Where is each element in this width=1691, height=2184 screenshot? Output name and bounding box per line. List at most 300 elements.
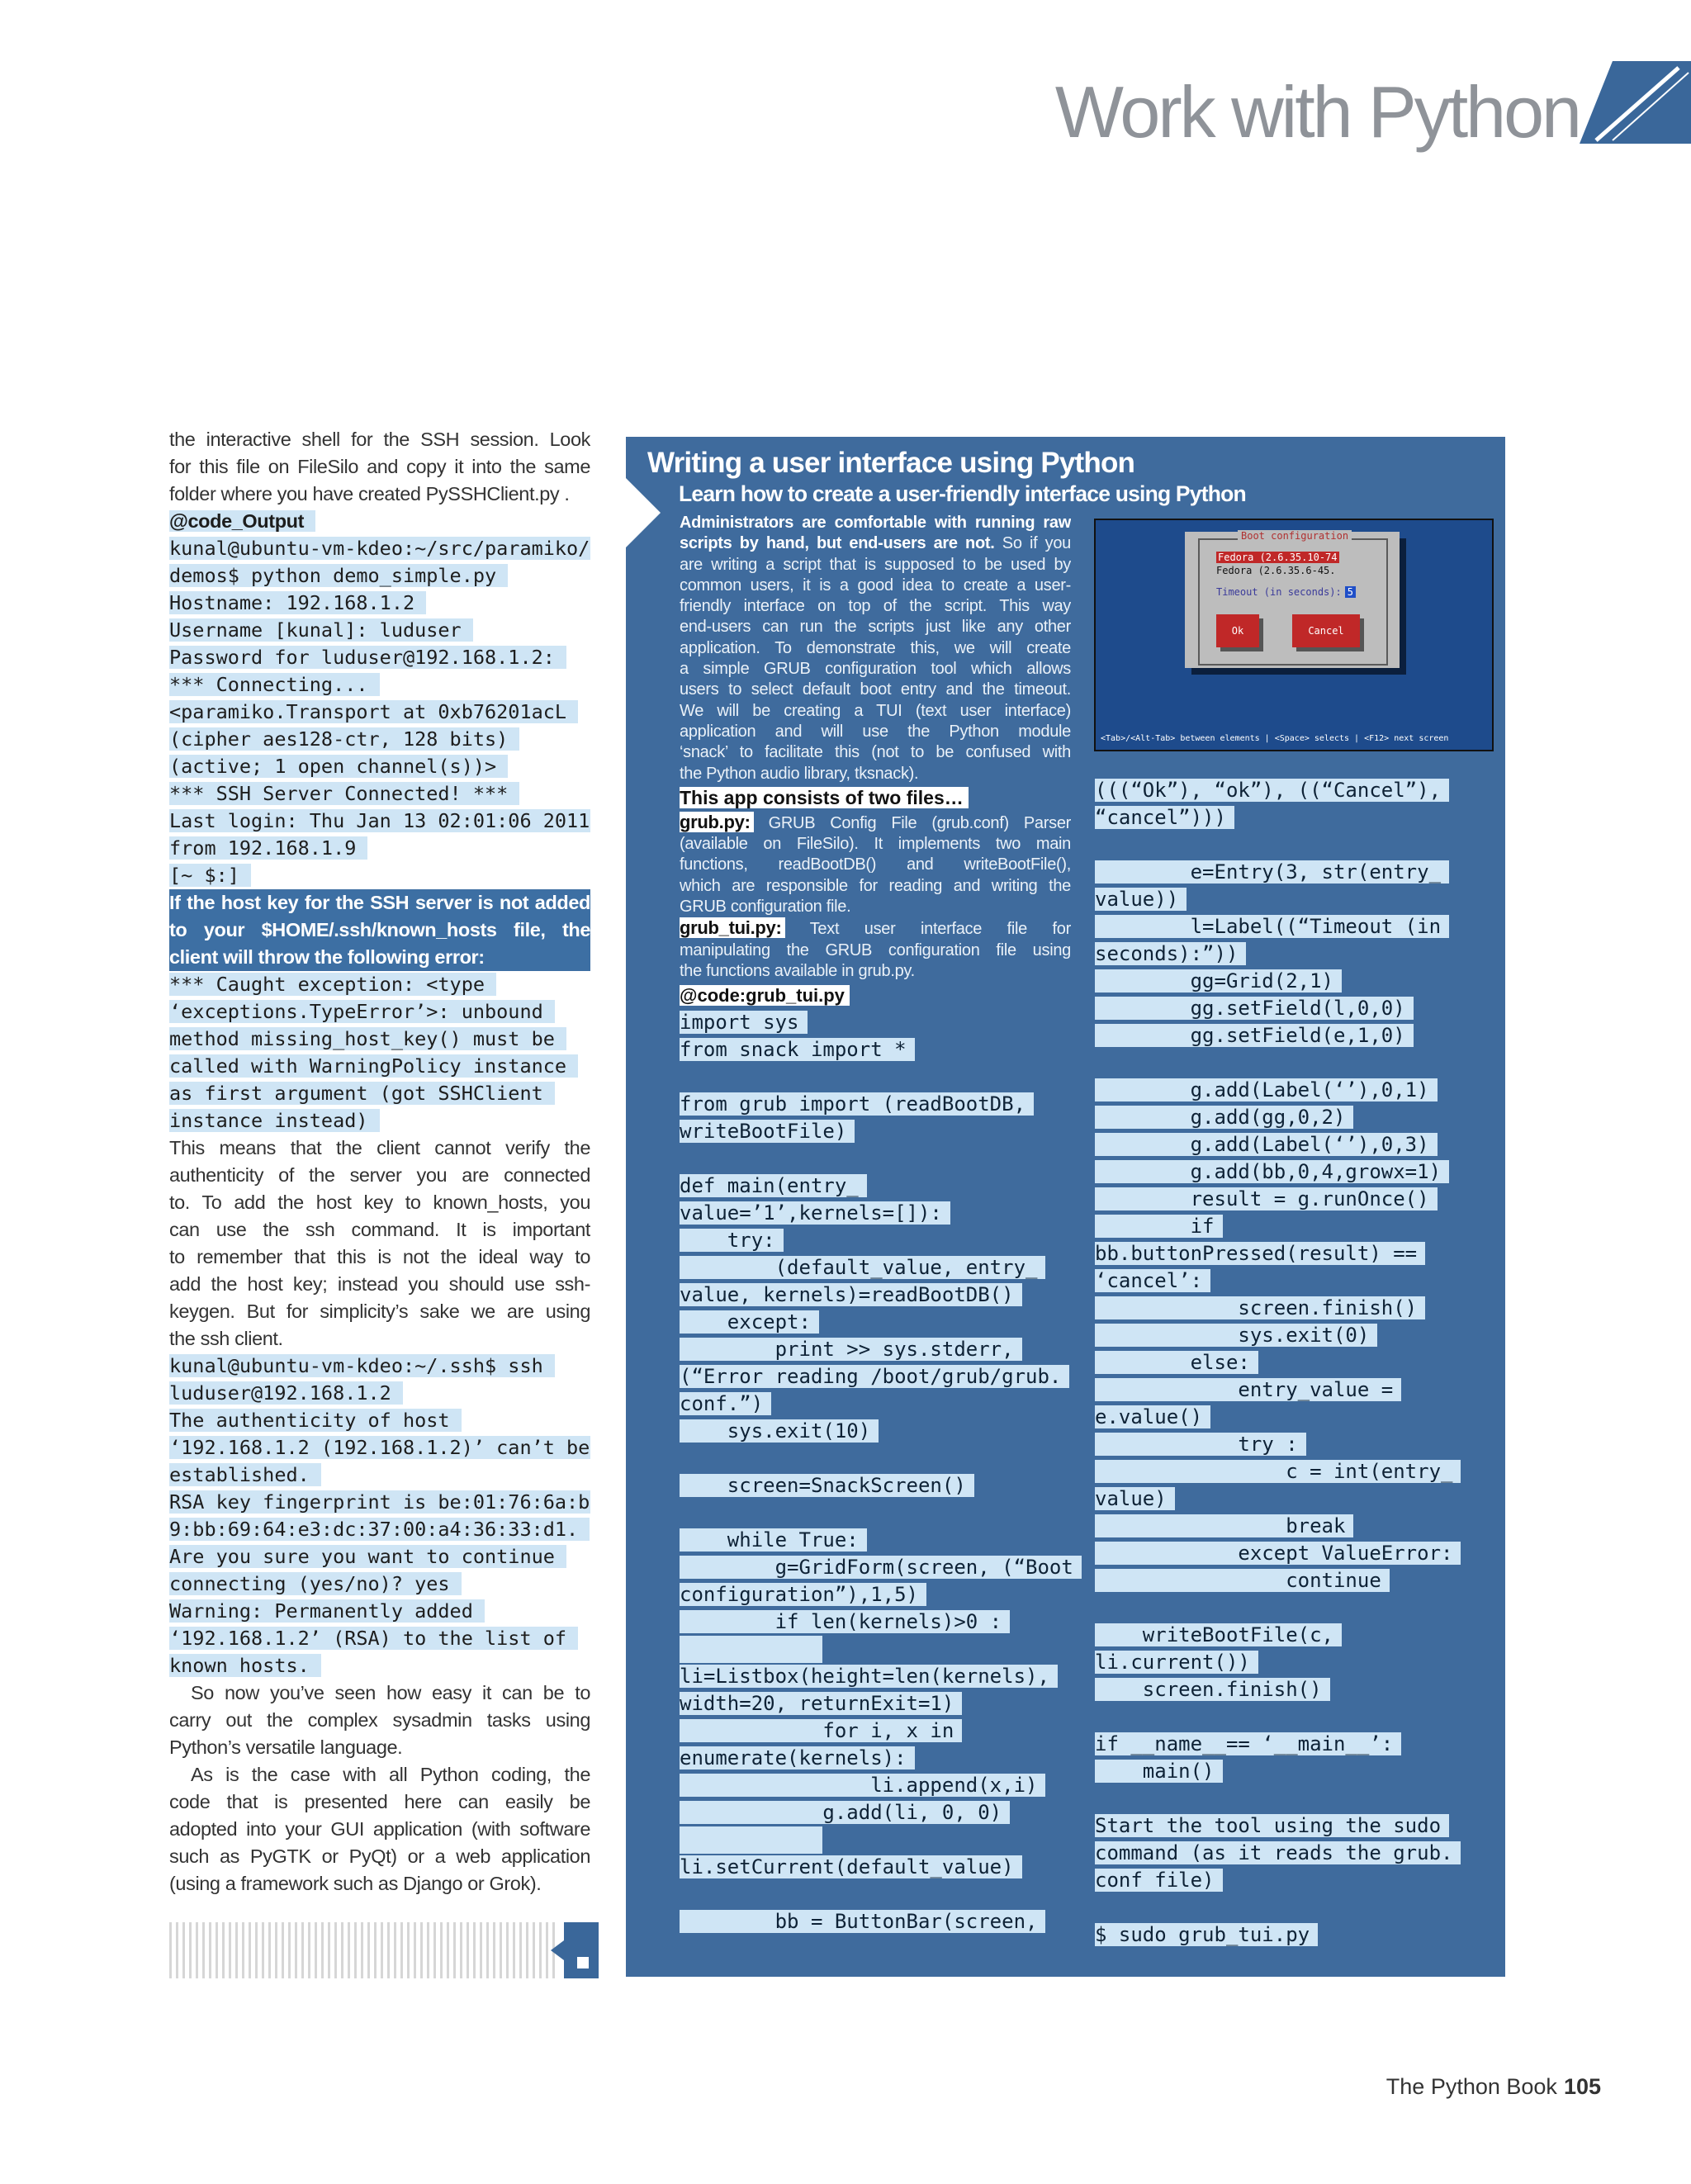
stripe <box>407 1922 410 1978</box>
code-text: <paramiko.Transport at 0xb76201acL <box>169 700 578 723</box>
code-text: Are you sure you want to continue <box>169 1545 566 1568</box>
code-line <box>169 726 590 753</box>
text: keygen. But for simplicity’s sake we are using <box>169 1300 590 1322</box>
code-text: conf.”) <box>680 1392 771 1415</box>
intro-text: a simple GRUB configuration tool which allows <box>680 660 1071 679</box>
code-line <box>169 1543 590 1570</box>
code-text: gg=Grid(2,1) <box>1095 969 1342 993</box>
boxout-title: Writing a user interface using Python <box>647 447 1135 479</box>
code-text: value) <box>1095 1487 1175 1510</box>
code-text: enumerate(kernels): <box>680 1746 915 1769</box>
body-text-line <box>169 1816 590 1843</box>
code-text: (default_value, entry_ <box>680 1256 1045 1279</box>
code-text: seconds):”)) <box>1095 942 1246 965</box>
code-text: g.add(gg,0,2) <box>1095 1106 1353 1129</box>
code-line <box>680 1390 1071 1418</box>
intro-line <box>680 576 1071 596</box>
code-text: while True: <box>680 1528 867 1552</box>
stripe <box>467 1922 469 1978</box>
file-desc-line <box>680 961 1071 982</box>
code-line <box>1095 1894 1485 1921</box>
text: @code_Output <box>169 510 315 532</box>
code-text: main() <box>1095 1760 1223 1783</box>
stripe <box>216 1922 218 1978</box>
code-line <box>1095 1567 1485 1594</box>
code-text: command (as it reads the grub. <box>1095 1841 1461 1864</box>
stripe <box>394 1922 396 1978</box>
stripe <box>182 1922 185 1978</box>
stripe <box>176 1922 178 1978</box>
code-line <box>680 1118 1071 1145</box>
stripe <box>381 1922 383 1978</box>
code-text: value)) <box>1095 888 1187 911</box>
code-line <box>1095 1867 1485 1894</box>
code-text: (active; 1 open channel(s))> <box>169 755 508 778</box>
code-text: li.current()) <box>1095 1651 1258 1674</box>
code-line <box>169 1407 590 1434</box>
stripe <box>440 1922 443 1978</box>
code-line <box>169 1434 590 1462</box>
code-line <box>680 1826 1071 1854</box>
code-line <box>169 1625 590 1652</box>
code-line <box>169 562 590 590</box>
body-text-line <box>169 1216 590 1244</box>
code-text: except ValueError: <box>1095 1542 1461 1565</box>
cancel-button: Cancel <box>1292 614 1360 647</box>
intro-line <box>680 764 1071 784</box>
code-text: from grub import (readBootDB, <box>680 1092 1034 1116</box>
code-line <box>680 1200 1071 1227</box>
code-line <box>1095 1267 1485 1295</box>
stripe <box>242 1922 244 1978</box>
code-line <box>1095 1594 1485 1622</box>
body-text-line <box>169 508 590 535</box>
code-line <box>169 998 590 1026</box>
code-line <box>680 1881 1071 1908</box>
body-text-line <box>169 1162 590 1189</box>
stripe <box>321 1922 324 1978</box>
code-text <box>680 1826 822 1854</box>
code-line <box>1095 777 1485 804</box>
code-text: connecting (yes/no)? yes <box>169 1572 462 1595</box>
code-text: from 192.168.1.9 <box>169 836 367 860</box>
code-text: luduser@192.168.1.2 <box>169 1381 403 1405</box>
code-line <box>680 1690 1071 1717</box>
body-text-line <box>169 1707 590 1734</box>
code-line <box>1095 1921 1485 1949</box>
code-line <box>169 1080 590 1107</box>
intro-line <box>680 617 1071 637</box>
code-line <box>169 862 590 889</box>
stripe <box>354 1922 357 1978</box>
code-line <box>1095 886 1485 913</box>
kernel-entry: Fedora (2.6.35.6-45. <box>1216 565 1336 576</box>
code-line <box>169 590 590 617</box>
file-desc-line <box>680 876 1071 897</box>
stripe <box>433 1922 436 1978</box>
code-text: try : <box>1095 1433 1306 1456</box>
code-line <box>680 1854 1071 1881</box>
stripe <box>447 1922 449 1978</box>
article-column <box>169 426 590 1897</box>
code-text: sys.exit(0) <box>1095 1324 1377 1347</box>
code-text: ‘cancel’: <box>1095 1269 1210 1292</box>
file-desc-line <box>680 812 1071 834</box>
code-text: The authenticity of host <box>169 1409 462 1432</box>
code-text: g.add(bb,0,4,growx=1) <box>1095 1160 1449 1183</box>
body-text-line <box>169 1761 590 1788</box>
code-line <box>680 1173 1071 1200</box>
stripe <box>229 1922 231 1978</box>
code-line <box>1095 1731 1485 1758</box>
body-text-line <box>169 1135 590 1162</box>
code-line <box>1095 859 1485 886</box>
code-text: “cancel”))) <box>1095 806 1234 829</box>
code-line <box>169 671 590 699</box>
code-text: g.add(li, 0, 0) <box>680 1801 1010 1824</box>
code-text: print >> sys.stderr, <box>680 1338 1022 1361</box>
stripe <box>473 1922 476 1978</box>
body-text-line <box>169 453 590 481</box>
code-line <box>680 1745 1071 1772</box>
stripe <box>460 1922 462 1978</box>
body-text-line <box>169 1788 590 1816</box>
boxout-subtitle: Learn how to create a user-friendly interface using Python <box>679 481 1246 506</box>
code-line <box>169 808 590 835</box>
code-text: Username [kunal]: luduser <box>169 618 473 642</box>
code-text: value=’1’,kernels=[]): <box>680 1201 950 1225</box>
code-text: try: <box>680 1229 784 1252</box>
code-text: Last login: Thu Jan 13 02:01:06 2011 <box>169 809 590 832</box>
text: for this file on FileSilo and copy it into the same <box>169 456 590 477</box>
code-text: bb = ButtonBar(screen, <box>680 1910 1045 1933</box>
code-text: if len(kernels)>0 : <box>680 1610 1010 1633</box>
body-text-line <box>169 1325 590 1353</box>
stripe <box>196 1922 198 1978</box>
body-text-line <box>169 944 590 971</box>
code-line <box>680 1499 1071 1527</box>
stripe <box>249 1922 251 1978</box>
stripe <box>546 1922 548 1978</box>
code-line <box>169 1570 590 1598</box>
code-line <box>680 1309 1071 1336</box>
page-footer <box>1386 2074 1601 2100</box>
body-text-line <box>169 917 590 944</box>
code-text: entry_value = <box>1095 1378 1401 1401</box>
stripe <box>486 1922 489 1978</box>
body-text-line <box>169 481 590 508</box>
stripe <box>282 1922 284 1978</box>
stripe <box>414 1922 416 1978</box>
code-text: Hostname: 192.168.1.2 <box>169 591 426 614</box>
stripe <box>268 1922 271 1978</box>
intro-text: the Python audio library, tksnack). <box>680 764 919 783</box>
code-text: break <box>1095 1514 1353 1537</box>
file-desc-line <box>680 940 1071 961</box>
grub-tui-screenshot <box>1094 519 1494 751</box>
code-text: import sys <box>680 1011 808 1034</box>
code-text: $ sudo grub_tui.py <box>1095 1923 1318 1946</box>
code-line <box>169 1516 590 1543</box>
text: the ssh client. <box>169 1328 283 1349</box>
code-text: ‘192.168.1.2 (192.168.1.2)’ can’t be <box>169 1436 590 1459</box>
code-text: bb.buttonPressed(result) == <box>1095 1242 1425 1265</box>
body-text-line <box>169 1298 590 1325</box>
code-text: *** SSH Server Connected! *** <box>169 782 519 805</box>
stripe <box>262 1922 264 1978</box>
code-line <box>169 1489 590 1516</box>
stripe <box>526 1922 528 1978</box>
text: code that is presented here can easily be <box>169 1791 590 1812</box>
code-line <box>680 1799 1071 1826</box>
intro-line <box>680 680 1071 700</box>
dialog-title: Boot configuration <box>1238 530 1352 542</box>
code-text: screen.finish() <box>1095 1296 1425 1319</box>
code-text: from snack import * <box>680 1038 915 1061</box>
code-line <box>680 1227 1071 1254</box>
file-name-tag: grub.py: <box>680 812 754 832</box>
code-label-text: @code:grub_tui.py <box>680 985 850 1006</box>
ok-button: Ok <box>1216 614 1259 647</box>
code-line <box>1095 804 1485 831</box>
code-line <box>169 1053 590 1080</box>
code-text: as first argument (got SSHClient <box>169 1082 555 1105</box>
stripe <box>189 1922 192 1978</box>
code-text: li=Listbox(height=len(kernels), <box>680 1665 1058 1688</box>
code-text: if <box>1095 1215 1223 1238</box>
code-line <box>1095 1404 1485 1431</box>
intro-line <box>680 701 1071 722</box>
body-text-line <box>169 889 590 917</box>
stripe <box>275 1922 277 1978</box>
code-line <box>1095 1376 1485 1404</box>
text: authenticity of the server you are connected <box>169 1164 590 1186</box>
file-desc-text: GRUB Config File (grub.conf) Parser <box>753 813 1071 832</box>
code-text: *** Caught exception: <type <box>169 973 496 996</box>
code-line <box>1095 831 1485 859</box>
code-line <box>1095 1513 1485 1540</box>
stripe <box>506 1922 509 1978</box>
text: So now you’ve seen how easy it can be to <box>191 1682 590 1703</box>
code-text: width=20, returnExit=1) <box>680 1692 962 1715</box>
intro-line <box>680 533 1071 554</box>
stripe <box>209 1922 211 1978</box>
code-line <box>680 1254 1071 1282</box>
code-text: result = g.runOnce() <box>1095 1187 1438 1210</box>
body-text-line <box>169 1734 590 1761</box>
code-line <box>1095 1840 1485 1867</box>
code-line <box>169 699 590 726</box>
code-line <box>169 1107 590 1135</box>
text: This means that the client cannot verify the <box>169 1137 590 1158</box>
files-heading-text: This app consists of two files… <box>680 787 969 808</box>
text: such as PyGTK or PyQt) or a web application <box>169 1845 590 1867</box>
code-text: writeBootFile) <box>680 1120 855 1143</box>
boxout-panel <box>626 437 1505 1977</box>
code-line <box>680 1282 1071 1309</box>
stripe <box>427 1922 429 1978</box>
code-text: sys.exit(10) <box>680 1419 879 1443</box>
stripe <box>169 1922 172 1978</box>
intro-text: users to select default boot entry and the timeout. <box>680 680 1071 699</box>
boxout-column-left <box>680 513 1071 1935</box>
code-line <box>1095 1431 1485 1458</box>
stripe <box>539 1922 542 1978</box>
code-line <box>169 1652 590 1679</box>
code-line <box>680 1608 1071 1636</box>
code-line <box>1095 1758 1485 1785</box>
stripe <box>328 1922 330 1978</box>
file-desc-text: the functions available in grub.py. <box>680 961 915 980</box>
stripe <box>387 1922 390 1978</box>
code-line <box>169 1353 590 1380</box>
stripe <box>255 1922 258 1978</box>
code-text: ‘192.168.1.2’ (RSA) to the list of <box>169 1627 578 1650</box>
file-desc-text: which are responsible for reading and writing the <box>680 876 1071 895</box>
code-line <box>169 780 590 808</box>
code-line <box>1095 1131 1485 1158</box>
code-text: [~ $:] <box>169 864 251 887</box>
code-line <box>169 1026 590 1053</box>
code-line <box>680 1554 1071 1581</box>
code-text: def main(entry_ <box>680 1174 867 1197</box>
code-line <box>1095 1703 1485 1731</box>
boxout-column-right <box>1095 777 1485 1949</box>
code-text: kunal@ubuntu-vm-kdeo:~/src/paramiko/ <box>169 537 590 560</box>
code-line <box>680 1663 1071 1690</box>
code-line <box>680 1527 1071 1554</box>
code-line <box>680 1036 1071 1064</box>
body-text-line <box>169 426 590 453</box>
stripe <box>301 1922 304 1978</box>
code-text: if __name__== ‘__main__’: <box>1095 1732 1401 1755</box>
code-line <box>680 1772 1071 1799</box>
stripe <box>308 1922 310 1978</box>
text: Python’s versatile language. <box>169 1736 403 1758</box>
stripe <box>288 1922 291 1978</box>
stripe <box>480 1922 482 1978</box>
text: (using a framework such as Django or Grok). <box>169 1873 542 1894</box>
code-line <box>169 1380 590 1407</box>
code-line <box>1095 1240 1485 1267</box>
code-line <box>1095 1158 1485 1186</box>
code-line <box>680 1581 1071 1608</box>
code-text: RSA key fingerprint is be:01:76:6a:b <box>169 1490 590 1514</box>
code-text: ‘exceptions.TypeError’>: unbound <box>169 1000 555 1023</box>
stripe <box>295 1922 297 1978</box>
code-line <box>680 1145 1071 1173</box>
file-desc-line <box>680 855 1071 875</box>
code-line <box>1095 913 1485 940</box>
file-name-tag: grub_tui.py: <box>680 917 785 938</box>
code-text: li.setCurrent(default_value) <box>680 1855 1022 1878</box>
code-text: g=GridForm(screen, (“Boot <box>680 1556 1082 1579</box>
stripe <box>222 1922 225 1978</box>
intro-line <box>680 596 1071 617</box>
intro-text: are writing a script that is supposed to be used by <box>680 555 1071 574</box>
code-text: Password for luduser@192.168.1.2: <box>169 646 566 669</box>
code-line <box>1095 1540 1485 1567</box>
text: carry out the complex sysadmin tasks using <box>169 1709 590 1731</box>
code-text: g.add(Label(‘’),0,3) <box>1095 1133 1438 1156</box>
file-desc-text: manipulating the GRUB configuration file using <box>680 940 1071 959</box>
code-text: (“Error reading /boot/grub/grub. <box>680 1365 1069 1388</box>
timeout-value: 5 <box>1345 586 1356 598</box>
stripe <box>519 1922 522 1978</box>
code-text: called with WarningPolicy instance <box>169 1054 578 1078</box>
code-line <box>1095 1649 1485 1676</box>
intro-text: friendly interface on top of the script. This way <box>680 597 1071 616</box>
intro-text: end-users can run the scripts just like any other <box>680 618 1071 637</box>
code-line <box>1095 1349 1485 1376</box>
code-text: for i, x in <box>680 1719 962 1742</box>
code-line <box>1095 995 1485 1022</box>
code-text: Warning: Permanently added <box>169 1599 485 1623</box>
intro-text: ‘snack’ to facilitate this (not to be confused with <box>680 743 1071 762</box>
stripe <box>533 1922 535 1978</box>
text: adopted into your GUI application (with software <box>169 1818 590 1840</box>
file-desc-text: functions, readBootDB() and writeBootFile(), <box>680 855 1071 874</box>
text: to remember that this is not the ideal way to <box>169 1246 590 1267</box>
text: folder where you have created PySSHClient.py . <box>169 483 570 505</box>
code-text: demos$ python demo_simple.py <box>169 564 508 587</box>
code-line <box>1095 1104 1485 1131</box>
intro-text: application. To demonstrate this, we will create <box>680 638 1071 657</box>
code-line <box>1095 1022 1485 1049</box>
code-text: screen=SnackScreen() <box>680 1474 974 1497</box>
intro-text: We will be creating a TUI (text user interface) <box>680 701 1071 720</box>
code-line <box>1095 1322 1485 1349</box>
book-title: The Python Book <box>1385 2074 1557 2099</box>
stripe <box>420 1922 423 1978</box>
code-line <box>169 617 590 644</box>
file-desc-text: Text user interface file for <box>784 920 1071 939</box>
code-line <box>680 1418 1071 1445</box>
stripe <box>500 1922 502 1978</box>
code-text: Start the tool using the sudo <box>1095 1814 1449 1837</box>
code-text: e=Entry(3, str(entry_ <box>1095 860 1449 884</box>
code-text: except: <box>680 1310 819 1334</box>
code-line <box>1095 1077 1485 1104</box>
text: can use the ssh command. It is important <box>169 1219 590 1240</box>
intro-text: So if you <box>994 534 1071 553</box>
code-text: instance instead) <box>169 1109 380 1132</box>
file-desc-text: (available on FileSilo). It implements two main <box>680 835 1071 854</box>
code-line <box>680 1091 1071 1118</box>
code-text: known hosts. <box>169 1654 321 1677</box>
code-label <box>680 982 1071 1009</box>
code-text: value, kernels)=readBootDB() <box>680 1283 1022 1306</box>
code-line <box>169 644 590 671</box>
code-line <box>1095 1049 1485 1077</box>
timeout-field: Timeout (in seconds): 5 <box>1216 586 1356 598</box>
code-text: gg.setField(e,1,0) <box>1095 1024 1414 1047</box>
code-line <box>1095 968 1485 995</box>
body-text-line <box>169 1244 590 1271</box>
code-text: li.append(x,i) <box>680 1774 1045 1797</box>
intro-line <box>680 659 1071 680</box>
code-line <box>680 1472 1071 1499</box>
stripe <box>493 1922 495 1978</box>
code-line <box>1095 1213 1485 1240</box>
code-line <box>680 1363 1071 1390</box>
intro-line <box>680 555 1071 576</box>
stripe <box>453 1922 456 1978</box>
body-text-line <box>169 1870 590 1897</box>
page-number: 105 <box>1563 2074 1601 2099</box>
files-heading <box>680 784 1071 812</box>
boot-config-dialog <box>1185 532 1400 668</box>
